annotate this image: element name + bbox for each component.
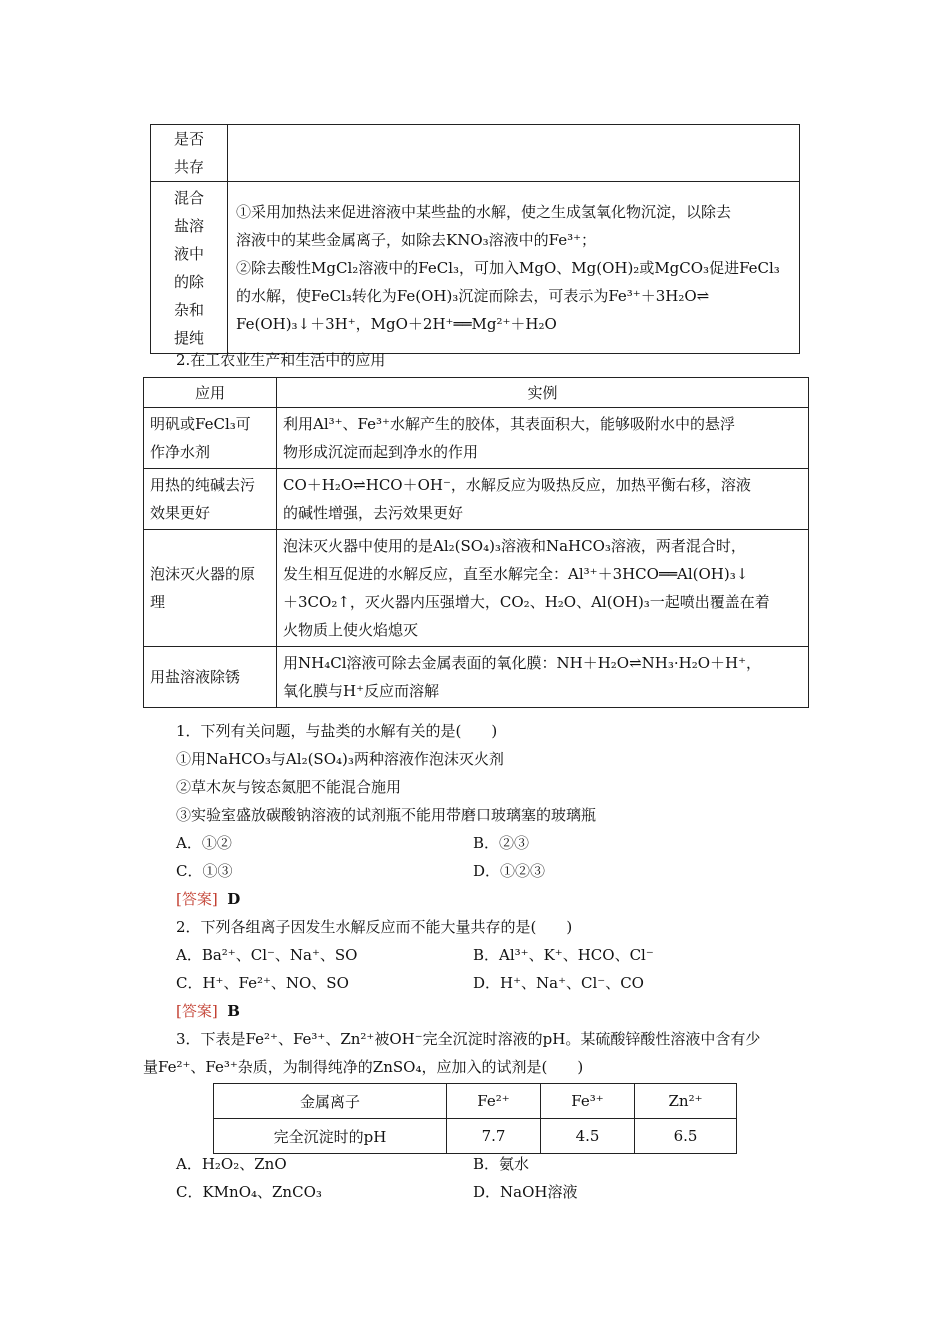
answer-value: D: [227, 890, 241, 908]
text-line: 用盐溶液除锈: [150, 668, 241, 686]
q3-option-c: C．KMnO₄、ZnCO₃: [176, 1183, 322, 1201]
q1-stem: 1．下列有关问题，与盐类的水解有关的是( ): [176, 722, 498, 740]
q3-stem-line2: 量Fe²⁺、Fe³⁺杂质，为制得纯净的ZnSO₄，应加入的试剂是( ): [143, 1058, 584, 1076]
q1-option-d: D．①②③: [473, 862, 546, 880]
q1-item: ①用NaHCO₃与Al₂(SO₄)₃两种溶液作泡沫灭火剂: [176, 750, 504, 768]
text-line: 氧化膜与H⁺反应而溶解: [283, 682, 439, 700]
text-line: 理: [150, 593, 166, 611]
app-cell: [144, 408, 277, 469]
ph-cell: 7.7: [447, 1119, 541, 1154]
example-cell: [277, 530, 809, 647]
q2-option-b: B．Al³⁺、K⁺、HCO、Cl⁻: [473, 946, 654, 964]
text-line: ①采用加热法来促进溶液中某些盐的水解，使之生成氢氧化物沉淀，以除去: [236, 202, 732, 221]
q3-option-b: B．氨水: [473, 1155, 530, 1173]
q1-option-a: A．①②: [176, 834, 232, 852]
label-line: 的除: [173, 272, 204, 291]
text-line: 溶液中的某些金属离子，如除去KNO₃溶液中的Fe³⁺；: [236, 230, 597, 249]
row-label-coexist: [151, 125, 228, 182]
ph-header: 金属离子: [214, 1084, 447, 1119]
answer-value: B: [227, 1002, 240, 1020]
app-cell: [144, 647, 277, 708]
answer-tag: [答案]: [176, 890, 218, 908]
text-line: Fe(OH)₃↓＋3H⁺，MgO＋2H⁺══Mg²⁺＋H₂O: [236, 314, 557, 333]
label-line: 液中: [173, 244, 204, 263]
application-table: [143, 377, 809, 708]
answer-tag: [答案]: [176, 1002, 218, 1020]
text-line: 的水解，使FeCl₃转化为Fe(OH)₃沉淀而除去，可表示为Fe³⁺＋3H₂O⇌: [236, 286, 710, 305]
label-line: 共存: [173, 158, 204, 176]
text-line: 用NH₄Cl溶液可除去金属表面的氧化膜：NH＋H₂O⇌NH₃·H₂O＋H⁺，: [283, 654, 762, 672]
example-cell: [277, 408, 809, 469]
ph-header: Zn²⁺: [635, 1084, 737, 1119]
q3-option-a: A．H₂O₂、ZnO: [176, 1155, 287, 1173]
text-line: 明矾或FeCl₃可: [150, 415, 251, 433]
q2-stem: 2．下列各组离子因发生水解反应而不能大量共存的是( ): [176, 918, 573, 936]
app-cell: [144, 530, 277, 647]
text-line: ＋3CO₂↑，灭火器内压强增大，CO₂、H₂O、Al(OH)₃一起喷出覆盖在着: [283, 593, 770, 611]
header-app: 应用: [144, 378, 277, 408]
removal-table: [150, 124, 800, 354]
q1-answer: [176, 885, 240, 913]
ph-cell: 完全沉淀时的pH: [214, 1119, 447, 1154]
label-line: 是否: [173, 130, 204, 148]
q2-option-a: A．Ba²⁺、Cl⁻、Na⁺、SO: [176, 946, 358, 964]
purify-content: [228, 182, 800, 354]
text-line: 效果更好: [150, 504, 211, 522]
text-line: 泡沫灭火器中使用的是Al₂(SO₄)₃溶液和NaHCO₃溶液，两者混合时，: [283, 537, 746, 555]
text-line: 的碱性增强，去污效果更好: [283, 504, 464, 522]
example-cell: [277, 647, 809, 708]
q1-item: ③实验室盛放碳酸钠溶液的试剂瓶不能用带磨口玻璃塞的玻璃瓶: [176, 806, 597, 824]
text-line: 用热的纯碱去污: [150, 476, 256, 494]
label-line: 提纯: [173, 328, 204, 347]
text-line: ②除去酸性MgCl₂溶液中的FeCl₃，可加入MgO、Mg(OH)₂或MgCO₃促进FeCl₃: [236, 258, 780, 277]
q2-option-d: D．H⁺、Na⁺、Cl⁻、CO: [473, 974, 644, 992]
q1-item: ②草木灰与铵态氮肥不能混合施用: [176, 778, 402, 796]
app-cell: [144, 469, 277, 530]
label-line: 混合: [173, 188, 204, 207]
example-cell: [277, 469, 809, 530]
label-line: 杂和: [173, 300, 204, 319]
row-label-purify: [151, 182, 228, 354]
ph-cell: 6.5: [635, 1119, 737, 1154]
ph-cell: 4.5: [541, 1119, 635, 1154]
q1-option-c: C．①③: [176, 862, 233, 880]
q2-option-c: C．H⁺、Fe²⁺、NO、SO: [176, 974, 349, 992]
text-line: 泡沫灭火器的原: [150, 565, 256, 583]
q2-answer: [176, 997, 240, 1025]
empty-cell: [228, 125, 800, 182]
text-line: 物形成沉淀而起到净水的作用: [283, 443, 479, 461]
ph-header: Fe³⁺: [541, 1084, 635, 1119]
q3-stem-line1: 3．下表是Fe²⁺、Fe³⁺、Zn²⁺被OH⁻完全沉淀时溶液的pH。某硫酸锌酸性溶液中含有少: [176, 1030, 761, 1048]
text-line: 作净水剂: [150, 443, 211, 461]
text-line: CO＋H₂O⇌HCO＋OH⁻，水解反应为吸热反应，加热平衡右移，溶液: [283, 476, 751, 494]
q3-option-d: D．NaOH溶液: [473, 1183, 578, 1201]
section-title: 2.在工农业生产和生活中的应用: [176, 351, 386, 369]
header-example: 实例: [277, 378, 809, 408]
text-line: 火物质上使火焰熄灭: [283, 621, 419, 639]
label-line: 盐溶: [173, 216, 204, 235]
ph-table: [213, 1083, 737, 1154]
q1-option-b: B．②③: [473, 834, 530, 852]
ph-header: Fe²⁺: [447, 1084, 541, 1119]
text-line: 发生相互促进的水解反应，直至水解完全：Al³⁺＋3HCO══Al(OH)₃↓: [283, 565, 749, 583]
text-line: 利用Al³⁺、Fe³⁺水解产生的胶体，其表面积大，能够吸附水中的悬浮: [283, 415, 735, 433]
